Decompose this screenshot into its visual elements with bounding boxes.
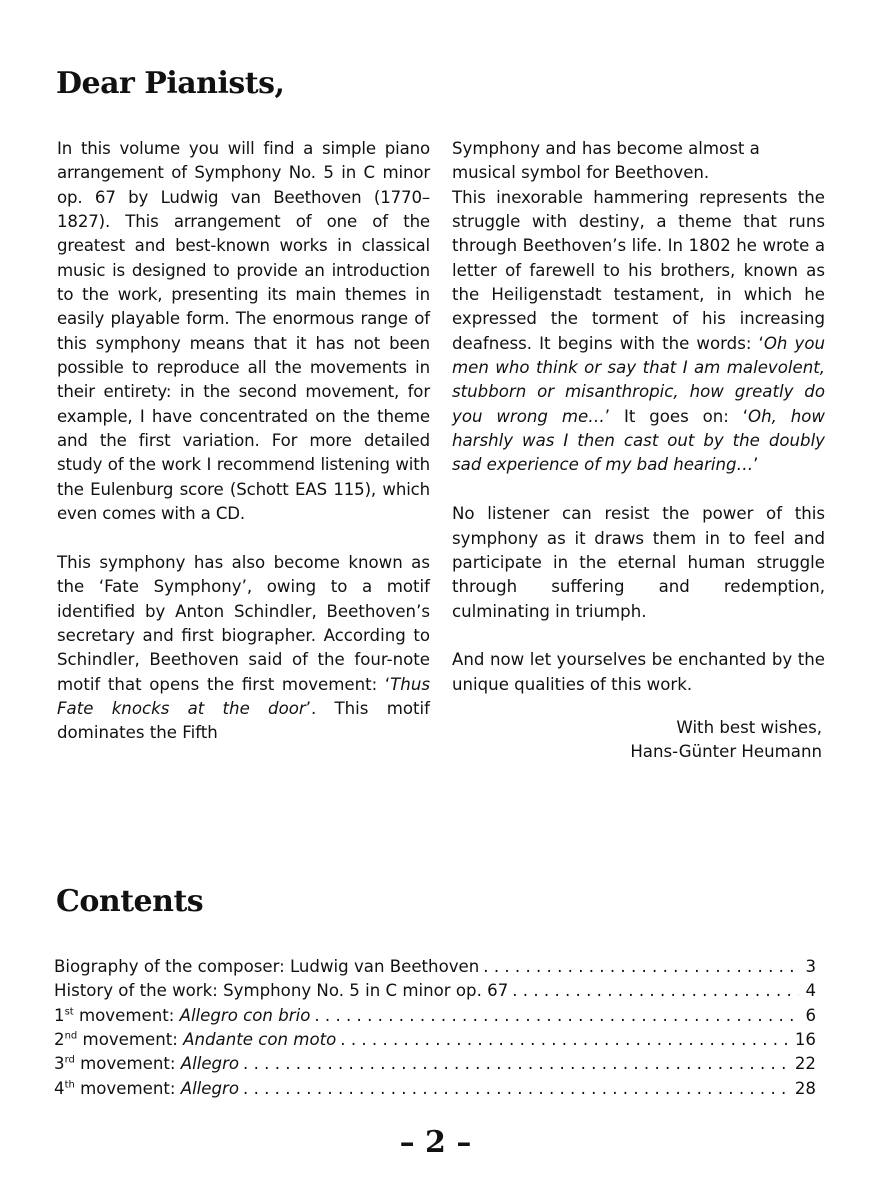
movement-title: Allegro (180, 1054, 240, 1074)
author-signature: Hans-Günter Heumann (630, 742, 822, 762)
intro-heading: Dear Pianists, (56, 66, 285, 101)
contents-heading: Contents (56, 884, 204, 919)
movement-title: Allegro (180, 1078, 240, 1098)
fate-quote: Thus Fate knocks at the door (57, 674, 430, 718)
dot-leader (243, 1052, 789, 1076)
toc-entry-page: 28 (794, 1078, 816, 1098)
toc-entry-label (54, 1052, 239, 1076)
toc-entry-movement-1[interactable] (54, 1004, 816, 1028)
table-of-contents (54, 955, 816, 1101)
heiligenstadt-quote-2: Oh, how harshly was I then cast out by the doubly sad experience of my bad hearing… (452, 406, 825, 475)
toc-entry-label: Biography of the composer: Ludwig van Beethoven (54, 957, 480, 976)
toc-entry-page: 6 (805, 1005, 816, 1025)
page-number: – 2 – (399, 1125, 472, 1160)
movement-prefix: movement: (74, 1078, 181, 1098)
dot-leader (340, 1028, 789, 1052)
signoff (452, 716, 822, 765)
dot-leader (512, 979, 799, 1003)
movement-prefix: movement: (73, 1005, 180, 1025)
fate-text-b: ’. This motif dominates the Fifth (57, 698, 430, 743)
paragraph-enchanted: And now let yourselves be enchanted by the unique qualities of this work. (452, 650, 825, 694)
toc-entry-page: 3 (805, 957, 816, 976)
movement-number: 3 (54, 1054, 65, 1074)
movement-title: Andante con moto (183, 1030, 337, 1050)
fate-text-a: This symphony has also become known as the ‘Fate Symphony’, owing to a motif identified by Anton Schindler, Beethoven’s secretary and first biographer. According to Schindler, Beethoven said of the four-note motif that opens the first movement: ‘ (57, 552, 430, 694)
ordinal-suffix: th (64, 1079, 75, 1091)
paragraph-intro: In this volume you will find a simple piano arrangement of Symphony No. 5 in C minor op. 67 by Ludwig van Beethoven (1770–1827). This arrangement of one of the greatest and best-known works in classical music is designed to provide an introduction to the work, presenting its main themes in easily playable form. The enormous range of this symphony means that it has not been possible to reproduce all the movements in their entirety: in the second movement, for example, I have concentrated on the theme and the first variation. For more detailed study of the work I recommend listening with the Eulenburg score (Schott EAS 115), which even comes with a CD. (57, 139, 430, 524)
toc-entry-page: 22 (794, 1054, 816, 1074)
toc-entry-page: 16 (794, 1030, 816, 1050)
ordinal-suffix: nd (64, 1030, 78, 1042)
ordinal-suffix: st (64, 1006, 74, 1018)
heiligenstadt-text-b: ’ It goes on: ‘ (604, 406, 749, 426)
toc-entry-label (54, 1028, 336, 1052)
toc-entry-label: History of the work: Symphony No. 5 in C minor op. 67 (54, 981, 509, 1001)
movement-prefix: movement: (74, 1054, 181, 1074)
toc-entry-biography[interactable] (54, 955, 816, 979)
ordinal-suffix: rd (64, 1054, 75, 1066)
heiligenstadt-quote-1: Oh you men who think or say that I am malevolent, stubborn or misanthropic, how greatly do you wrong me… (452, 333, 825, 426)
heiligenstadt-text-a: This inexorable hammering represents the struggle with destiny, a theme that runs through Beethoven’s life. In 1802 he wrote a letter of farewell to his brothers, known as the Heiligenstadt testament, in which he expressed the torment of his increasing deafness. It begins with the words: ‘ (452, 187, 825, 353)
toc-entry-movement-3[interactable] (54, 1052, 816, 1076)
movement-prefix: movement: (77, 1030, 184, 1050)
paragraph-listener: No listener can resist the power of this symphony as it draws them in to feel and participate in the eternal human struggle through suffering and redemption, culminating in triumph. (452, 504, 825, 621)
toc-entry-history[interactable] (54, 979, 816, 1003)
dot-leader (243, 1077, 789, 1101)
paragraph-fate-symphony (57, 551, 430, 746)
heiligenstadt-text-c: ’ (753, 455, 759, 475)
movement-number: 2 (54, 1030, 65, 1050)
paragraph-fate-symphony-cont: Symphony and has become almost a musical symbol for Beethoven. (452, 139, 760, 183)
paragraph-heiligenstadt (452, 186, 825, 478)
movement-title: Allegro con brio (179, 1005, 311, 1025)
toc-entry-page: 4 (805, 981, 816, 1001)
text-column-left (57, 137, 430, 746)
movement-number: 1 (54, 1005, 65, 1025)
toc-entry-movement-2[interactable] (54, 1028, 816, 1052)
dot-leader (314, 1004, 799, 1028)
toc-entry-label (54, 1004, 310, 1028)
dot-leader (483, 955, 799, 979)
toc-entry-label (54, 1077, 239, 1101)
toc-entry-movement-4[interactable] (54, 1077, 816, 1101)
closing-line: With best wishes, (676, 718, 822, 737)
movement-number: 4 (54, 1078, 65, 1098)
text-column-right (452, 137, 825, 697)
